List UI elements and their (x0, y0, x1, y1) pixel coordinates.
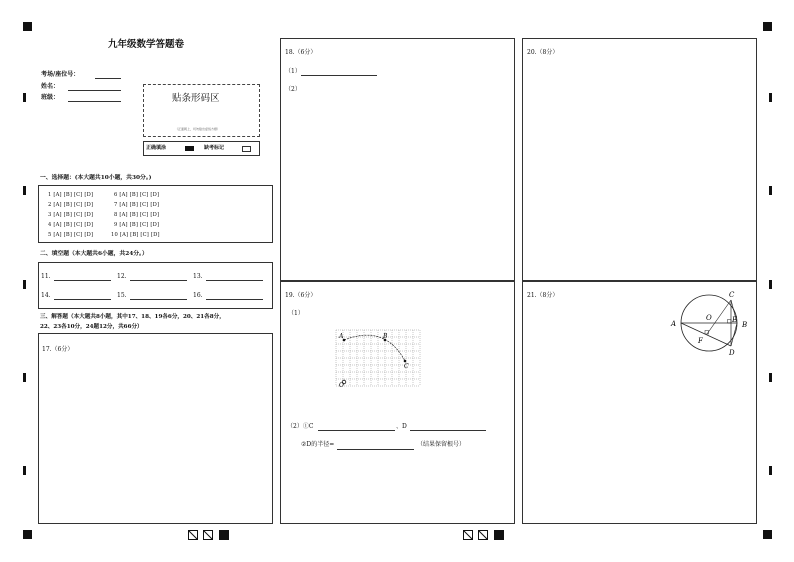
q19-part2-sep: 、D (396, 423, 407, 430)
sheet-title: 九年级数学答题卷 (108, 39, 185, 50)
blank-answer[interactable] (206, 280, 263, 281)
q18-part1-answer[interactable] (301, 75, 377, 76)
fig-point-b: B (742, 321, 748, 329)
q19-part2: （2）①C (287, 423, 314, 430)
blank-label: 13. (193, 273, 203, 280)
q19-radius-note: （结果保留根号） (417, 441, 466, 448)
q19-grid-figure (330, 326, 430, 392)
q18-part2: （2） (285, 86, 301, 93)
blank-label: 12. (117, 273, 127, 280)
blank-label: 16. (193, 292, 203, 299)
name-label: 姓名： (41, 83, 60, 90)
q19-radius-answer[interactable] (337, 449, 414, 450)
side-mark (23, 466, 26, 475)
exam-room-field[interactable] (95, 78, 121, 79)
mcq-row[interactable]: 9 [A] [B] [C] [D] (114, 222, 160, 228)
correct-fill-sample (185, 146, 194, 151)
q20-label: 20.（8分） (527, 49, 559, 56)
absent-mark-box[interactable] (242, 146, 251, 152)
blank-label: 15. (117, 292, 127, 299)
blank-label: 11. (41, 273, 51, 280)
page-id-marks-left (188, 530, 230, 541)
fig-point-e: E (732, 316, 738, 324)
grid-point-o: O (339, 382, 344, 389)
q19-d-answer[interactable] (410, 430, 486, 431)
mcq-row[interactable]: 5 [A] [B] [C] [D] (48, 232, 94, 238)
side-mark (23, 186, 26, 195)
mcq-row[interactable]: 7 [A] [B] [C] [D] (114, 202, 160, 208)
q19-label: 19.（6分） (285, 292, 317, 299)
barcode-note: （正面朝上，切勿贴出虚线方框） (175, 127, 221, 131)
mcq-row[interactable]: 1 [A] [B] [C] [D] (48, 192, 94, 198)
blank-answer[interactable] (130, 280, 187, 281)
blank-answer[interactable] (54, 299, 111, 300)
q17-answer-box[interactable] (38, 333, 273, 524)
section1-heading: 一、选择题：(本大题共10小题，共30分。) (40, 175, 152, 181)
q19-part1: （1） (288, 310, 304, 317)
fill-blank-box (38, 262, 273, 309)
mcq-row[interactable]: 2 [A] [B] [C] [D] (48, 202, 94, 208)
fig-point-c: C (729, 291, 735, 299)
exam-room-label: 考场/座位号： (41, 71, 80, 78)
side-mark (769, 280, 772, 289)
grid-point-b: B (383, 333, 388, 340)
side-mark (769, 373, 772, 382)
q17-label: 17.（6分） (42, 346, 74, 353)
q19-c-answer[interactable] (318, 430, 395, 431)
page-id-marks-right (463, 530, 505, 541)
corner-mark-bottom-left (23, 530, 32, 539)
mcq-row[interactable]: 3 [A] [B] [C] [D] (48, 212, 94, 218)
q21-circle-figure (668, 286, 754, 364)
mcq-row[interactable]: 8 [A] [B] [C] [D] (114, 212, 160, 218)
section3-heading: 三、解答题（本大题共8小题，其中17、18、19各6分，20、21各8分， (40, 314, 225, 320)
side-mark (23, 373, 26, 382)
side-mark (769, 466, 772, 475)
correct-fill-label: 正确填涂 (146, 145, 167, 151)
side-mark (23, 93, 26, 102)
q20-answer-box[interactable] (522, 38, 757, 281)
section2-heading: 二、填空题（本大题共6小题，共24分。） (40, 251, 148, 257)
absent-mark-label: 缺考标记 (204, 145, 225, 151)
side-mark (23, 280, 26, 289)
blank-answer[interactable] (130, 299, 187, 300)
grid-point-a: A (339, 333, 344, 340)
class-field[interactable] (68, 101, 121, 102)
fig-point-o: O (706, 314, 712, 322)
mcq-row[interactable]: 4 [A] [B] [C] [D] (48, 222, 94, 228)
grid-point-c: C (404, 363, 409, 370)
corner-mark-bottom-right (763, 530, 772, 539)
corner-mark-top-right (763, 22, 772, 31)
fig-point-f: F (698, 337, 703, 345)
q19-answer-box[interactable] (280, 281, 515, 524)
name-field[interactable] (68, 90, 121, 91)
class-label: 班级： (41, 94, 60, 101)
q19-radius-label: ②D的半径= (301, 441, 335, 448)
fig-point-a: A (671, 320, 677, 328)
section3-heading-cont: 22、23各10分，24题12分，共66分） (40, 324, 143, 330)
side-mark (769, 93, 772, 102)
blank-answer[interactable] (206, 299, 263, 300)
q21-label: 21.（8分） (527, 292, 559, 299)
mcq-row[interactable]: 6 [A] [B] [C] [D] (114, 192, 160, 198)
blank-label: 14. (41, 292, 51, 299)
side-mark (769, 186, 772, 195)
blank-answer[interactable] (54, 280, 111, 281)
barcode-area-label: 贴条形码区 (172, 93, 220, 104)
fig-point-d: D (729, 349, 735, 357)
corner-mark-top-left (23, 22, 32, 31)
q18-part1: （1） (285, 68, 301, 75)
q18-label: 18.（6分） (285, 49, 317, 56)
mcq-row[interactable]: 10 [A] [B] [C] [D] (111, 232, 160, 238)
